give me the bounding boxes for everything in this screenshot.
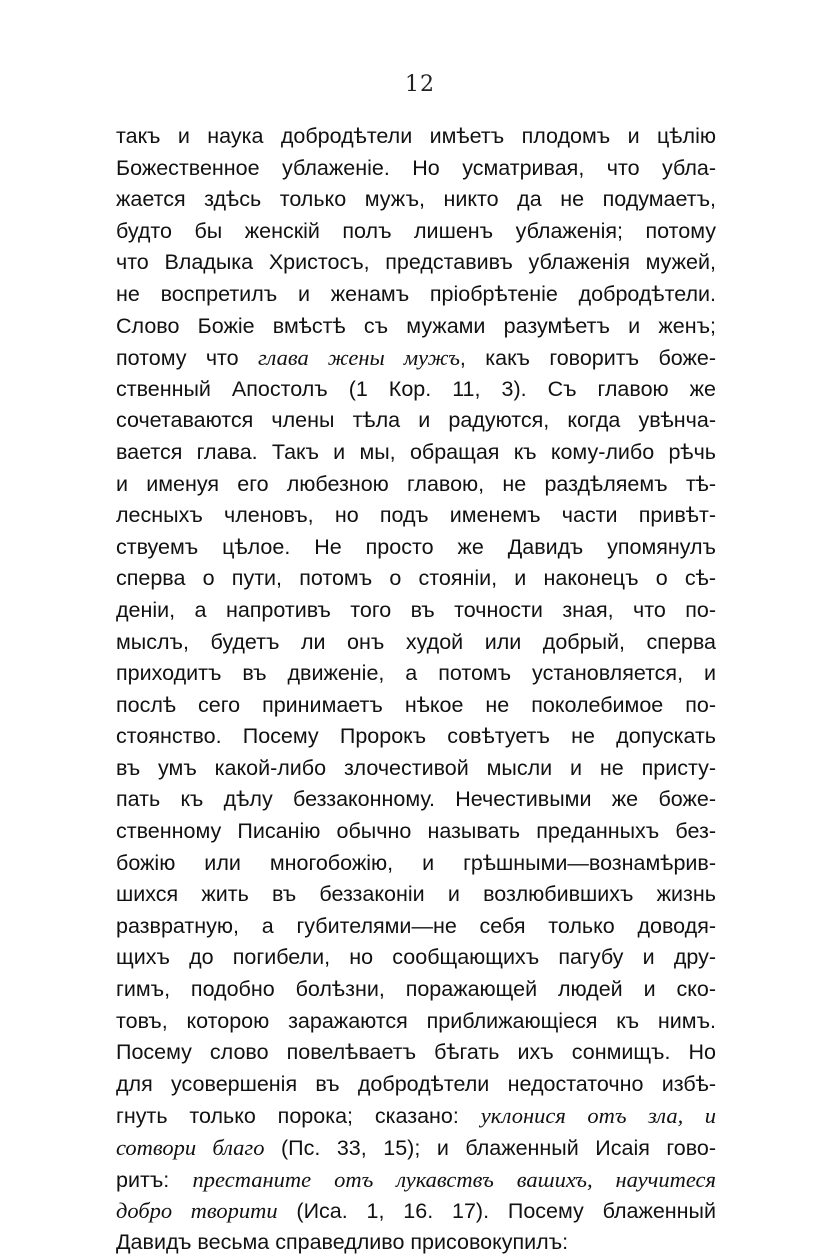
text-run: потому что	[116, 346, 259, 371]
text-run: ственный Апостолъ (1 Кор. 11, 3). Съ главою же	[116, 376, 716, 401]
text-line	[116, 437, 716, 469]
text-line	[116, 942, 716, 974]
text-line	[116, 1227, 716, 1258]
text-run: сочетаваются члены тѣла и радуются, когда увѣнча-	[116, 408, 716, 433]
text-run: приходитъ въ движеніе, а потомъ установляется, и	[116, 661, 716, 686]
text-run: вается глава. Такъ и мы, обращая къ кому-либо рѣчь	[116, 439, 716, 464]
text-run: лесныхъ членовъ, но подъ именемъ части привѣт-	[116, 503, 716, 528]
text-run: деніи, а напротивъ того въ точности зная, что по-	[116, 597, 716, 622]
text-run: будто бы женскій полъ лишенъ ублаженія; потому	[116, 218, 716, 243]
text-line	[116, 342, 716, 374]
text-run: гимъ, подобно болѣзни, поражающей людей и ско-	[116, 977, 716, 1002]
text-run: щихъ до погибели, но сообщающихъ пагубу и дру-	[116, 945, 716, 970]
text-run: ственному Писанію обычно называть преданныхъ без-	[116, 819, 716, 844]
text-run: товъ, которою заражаются приближающіеся къ нимъ.	[116, 1008, 716, 1033]
text-line	[116, 311, 716, 343]
text-line	[116, 1195, 716, 1227]
text-run: для усовершенія въ добродѣтели недостаточно избѣ-	[116, 1071, 716, 1096]
text-run: Слово Божіе вмѣстѣ съ мужами разумѣетъ и женъ;	[116, 313, 716, 338]
italic-quote: престаните отъ лукавствъ вашихъ, научитеся	[192, 1166, 716, 1192]
text-run: Божественное ублаженіе. Но усматривая, что убла-	[116, 155, 716, 180]
text-line	[116, 121, 716, 153]
text-line	[116, 279, 716, 311]
text-line	[116, 1037, 716, 1069]
text-line	[116, 784, 716, 816]
text-run: развратную, а губителями—не себя только доводя-	[116, 913, 716, 938]
text-line	[116, 848, 716, 880]
text-run: что Владыка Христосъ, представивъ ублаженія мужей,	[116, 250, 716, 275]
text-run: ствуемъ цѣлое. Не просто же Давидъ упомянулъ	[116, 534, 716, 559]
text-run: Давидъ весьма справедливо присовокупилъ:	[116, 1229, 569, 1254]
text-line	[116, 532, 716, 564]
text-run: мыслъ, будетъ ли онъ худой или добрый, сперва	[116, 629, 716, 654]
text-line	[116, 1164, 716, 1196]
text-run: такъ и наука добродѣтели имѣетъ плодомъ и цѣлію	[116, 124, 716, 148]
text-run: Посему слово повелѣваетъ бѣгать ихъ сонмищъ. Но	[116, 1040, 716, 1065]
text-line	[116, 469, 716, 501]
text-line	[116, 911, 716, 943]
text-line	[116, 563, 716, 595]
text-line	[116, 247, 716, 279]
italic-quote: уклонися отъ зла, и	[480, 1103, 717, 1129]
text-run: (Иса. 1, 16. 17). Посему блаженный	[277, 1199, 717, 1224]
page-number: 12	[405, 72, 435, 97]
italic-quote: сотвори благо	[116, 1135, 265, 1160]
text-line	[116, 753, 716, 785]
text-line	[116, 1100, 716, 1132]
text-line	[116, 627, 716, 659]
text-run: пать къ дѣлу беззаконному. Нечестивыми же боже-	[116, 787, 716, 812]
text-run: (Пс. 33, 15); и блаженный Исаія гово-	[264, 1136, 717, 1160]
text-line	[116, 216, 716, 248]
body-text	[116, 121, 716, 1258]
text-run: сперва о пути, потомъ о стояніи, и наконецъ о сѣ-	[116, 566, 716, 591]
text-run: , какъ говоритъ боже-	[459, 346, 716, 371]
italic-quote: глава жены мужъ	[258, 345, 460, 371]
text-line	[116, 153, 716, 185]
text-line	[116, 184, 716, 216]
text-line	[116, 1069, 716, 1101]
text-line	[116, 374, 716, 406]
text-line	[116, 974, 716, 1006]
text-run: гнуть только порока; сказано:	[116, 1104, 481, 1129]
text-run: не воспретилъ и женамъ пріобрѣтеніе добродѣтели.	[116, 281, 716, 306]
text-line	[116, 595, 716, 627]
text-run: послѣ сего принимаетъ нѣкое не поколебимое по-	[116, 692, 716, 717]
text-run: въ умъ какой-либо злочестивой мысли и не присту-	[116, 755, 716, 780]
text-line	[116, 500, 716, 532]
italic-quote: добро творити	[116, 1198, 278, 1224]
text-line	[116, 1006, 716, 1038]
text-line	[116, 405, 716, 437]
text-run: стоянство. Посему Пророкъ совѣтуетъ не допускать	[116, 724, 716, 749]
text-line	[116, 1132, 716, 1164]
text-line	[116, 721, 716, 753]
text-run: жается здѣсь только мужъ, никто да не подумаетъ,	[116, 187, 716, 212]
text-line	[116, 879, 716, 911]
text-run: шихся жить въ беззаконіи и возлюбившихъ жизнь	[116, 882, 716, 907]
text-line	[116, 658, 716, 690]
text-line	[116, 690, 716, 722]
text-run: и именуя его любезною главою, не раздѣляемъ тѣ-	[116, 471, 716, 496]
text-run: божію или многобожію, и грѣшными—вознамѣрив-	[116, 850, 716, 875]
text-line	[116, 816, 716, 848]
text-run: ритъ:	[116, 1167, 193, 1192]
